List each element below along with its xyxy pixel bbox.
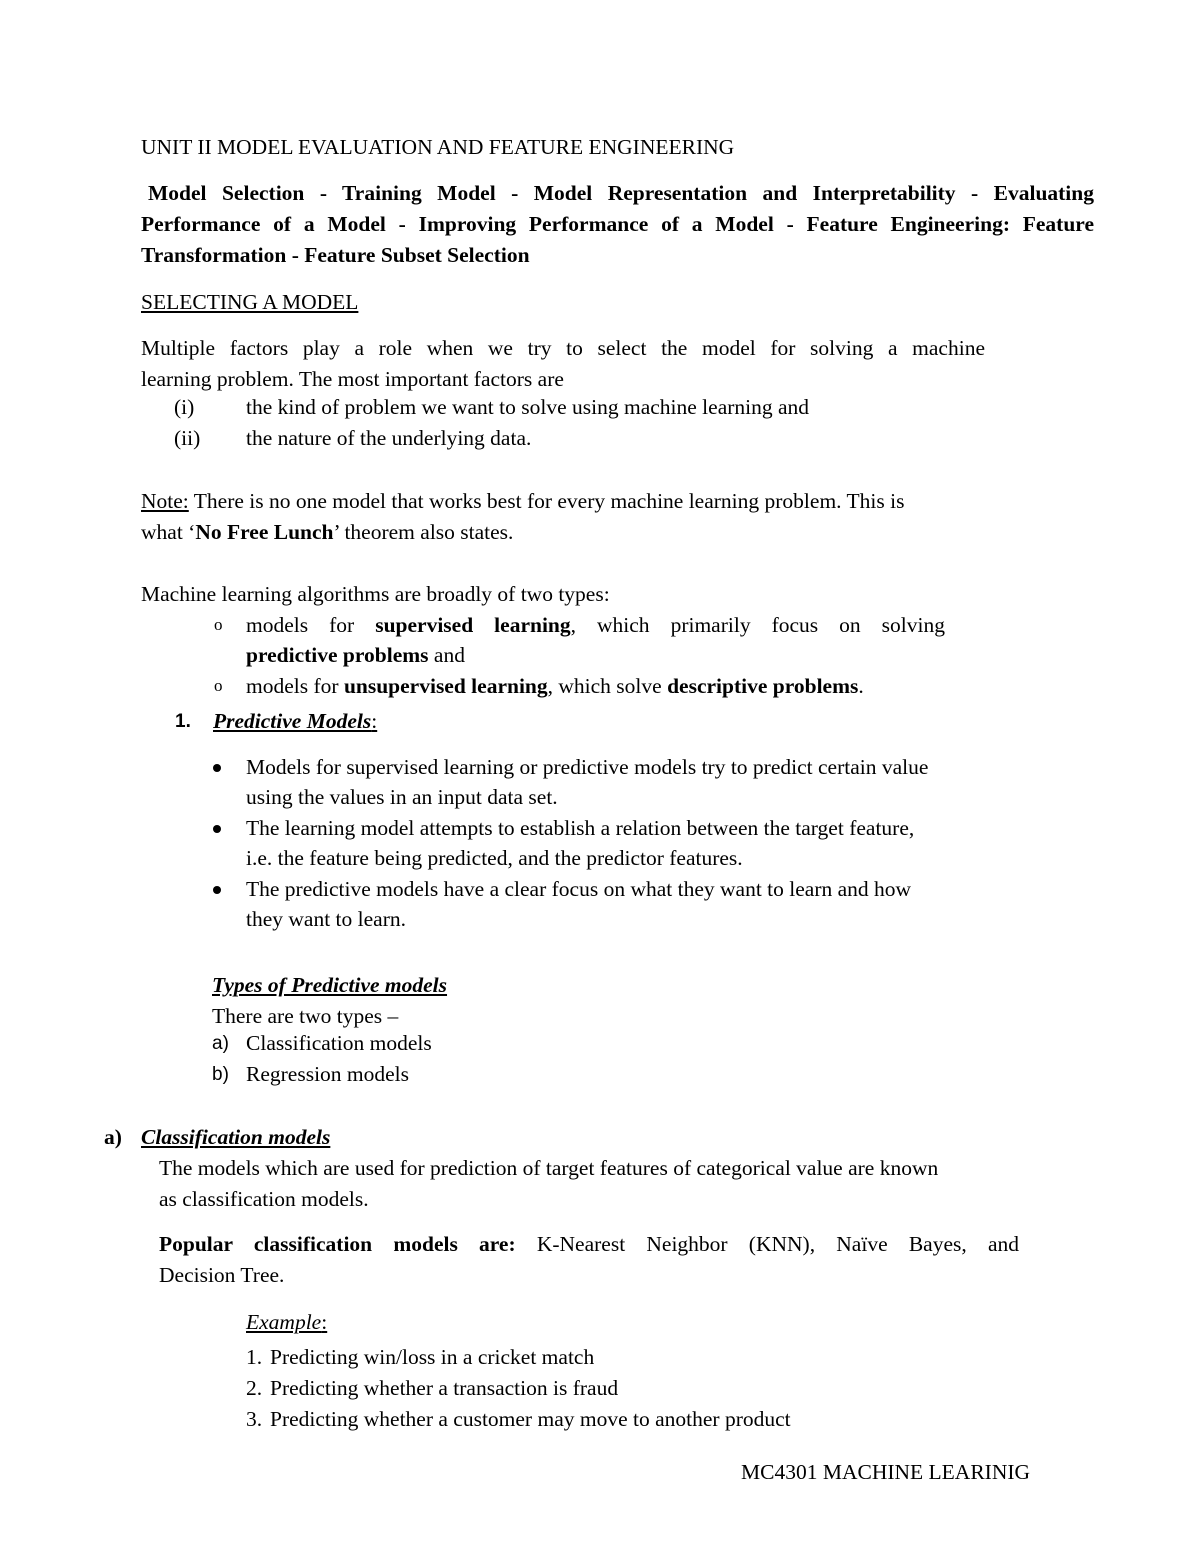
predictive-problems: predictive problems	[246, 643, 429, 667]
popular-line-1	[159, 1232, 1019, 1258]
example-suffix: :	[321, 1310, 328, 1334]
topics-line-1: Model Selection - Training Model - Model Representation and Interpretability - Evaluating	[148, 181, 1094, 205]
types-item-1-line-1	[246, 613, 945, 639]
example-label: Example	[246, 1310, 322, 1334]
example-text-1: Predicting win/loss in a cricket match	[270, 1345, 595, 1369]
descriptive-problems: descriptive problems	[667, 674, 859, 698]
types-intro: Machine learning algorithms are broadly of two types:	[141, 582, 610, 606]
unsupervised-learning: unsupervised learning	[343, 674, 548, 698]
predictive-heading: Predictive Models	[213, 709, 372, 733]
no-free-lunch: No Free Lunch	[195, 520, 334, 544]
intro-line-1: Multiple factors play a role when we try to select the model for solving a machine	[141, 336, 985, 360]
note-quote-close: ’	[333, 520, 340, 544]
popular-label: Popular classification models are:	[159, 1232, 516, 1256]
note-label: Note:	[141, 489, 189, 513]
types-item-2	[246, 674, 864, 700]
type-text-a: Classification models	[246, 1031, 432, 1055]
types-predictive-intro: There are two types –	[212, 1004, 399, 1028]
note-text-1: There is no one model that works best for every machine learning problem. This is	[188, 489, 905, 513]
types-item-2-text-c: , which solve	[547, 674, 668, 698]
types-item-1-text-d: and	[428, 643, 465, 667]
predictive-bullet-3-line-2: they want to learn.	[246, 907, 407, 931]
factor-marker-2: (ii)	[174, 426, 201, 450]
predictive-bullet-1-line-1: Models for supervised learning or predictive models try to predict certain value	[246, 755, 929, 779]
note-quote-open: ‘	[188, 520, 196, 544]
type-marker-a: a)	[212, 1033, 229, 1054]
types-predictive-heading: Types of Predictive models	[212, 973, 448, 997]
types-item-2-text-a: models for	[246, 674, 344, 698]
factor-text-2: the nature of the underlying data.	[246, 426, 532, 450]
predictive-heading-suffix: :	[371, 709, 378, 733]
types-item-2-text-e: .	[858, 674, 864, 698]
predictive-bullet-2-line-2: i.e. the feature being predicted, and the predictor features.	[246, 846, 743, 870]
predictive-number: 1.	[175, 711, 191, 732]
types-item-1-text-a: models for	[246, 613, 376, 637]
supervised-learning: supervised learning	[375, 613, 571, 637]
example-text-3: Predicting whether a customer may move to another product	[270, 1407, 791, 1431]
factor-marker-1: (i)	[174, 395, 195, 419]
bullet-dot-1	[213, 764, 221, 772]
example-marker-1: 1.	[246, 1345, 263, 1369]
type-text-b: Regression models	[246, 1062, 410, 1086]
popular-models-text: K-Nearest Neighbor (KNN), Naïve Bayes, and	[515, 1232, 1019, 1256]
type-marker-b: b)	[212, 1064, 229, 1085]
types-item-1-text-c: , which primarily focus on solving	[570, 613, 945, 637]
classification-desc-line-2: as classification models.	[159, 1187, 369, 1211]
intro-line-2: learning problem. The most important factors are	[141, 367, 564, 391]
example-marker-2: 2.	[246, 1376, 263, 1400]
example-heading-line	[246, 1310, 327, 1336]
classification-marker: a)	[104, 1125, 122, 1149]
page-footer: MC4301 MACHINE LEARINIG	[741, 1460, 1031, 1484]
o-bullet-2: o	[214, 676, 223, 695]
unit-title: UNIT II MODEL EVALUATION AND FEATURE ENGINEERING	[141, 135, 735, 159]
predictive-bullet-1-line-2: using the values in an input data set.	[246, 785, 558, 809]
example-text-2: Predicting whether a transaction is fraud	[270, 1376, 619, 1400]
bullet-dot-3	[213, 886, 221, 894]
factor-text-1: the kind of problem we want to solve using machine learning and	[246, 395, 810, 419]
bullet-dot-2	[213, 825, 221, 833]
types-item-1-line-2	[246, 643, 465, 669]
popular-line-2: Decision Tree.	[159, 1263, 285, 1287]
example-marker-3: 3.	[246, 1407, 263, 1431]
note-text-2-post: theorem also states.	[339, 520, 514, 544]
note-text-2-pre: what	[141, 520, 189, 544]
topics-line-2: Performance of a Model - Improving Performance of a Model - Feature Engineering: Feature	[141, 212, 1094, 236]
predictive-heading-line	[213, 709, 377, 735]
o-bullet-1: o	[214, 615, 223, 634]
predictive-bullet-2-line-1: The learning model attempts to establish a relation between the target feature,	[246, 816, 915, 840]
predictive-bullet-3-line-1: The predictive models have a clear focus on what they want to learn and how	[246, 877, 912, 901]
classification-heading: Classification models	[141, 1125, 331, 1149]
note-line-1	[141, 489, 904, 515]
classification-desc-line-1: The models which are used for prediction of target features of categorical value are known	[159, 1156, 939, 1180]
section-heading: SELECTING A MODEL	[141, 290, 359, 314]
note-line-2	[141, 520, 513, 546]
topics-line-3: Transformation - Feature Subset Selection	[141, 243, 530, 267]
